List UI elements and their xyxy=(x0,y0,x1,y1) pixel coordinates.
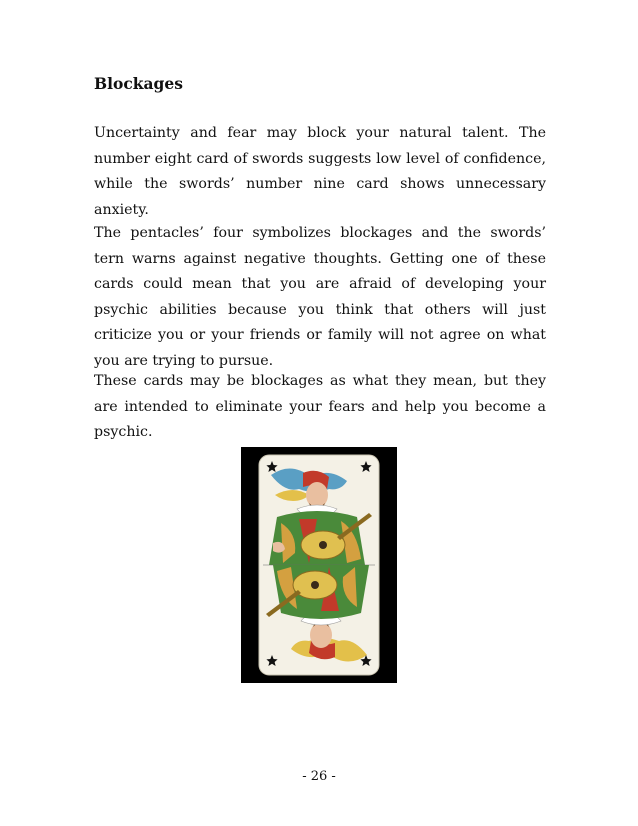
section-heading: Blockages xyxy=(94,74,183,93)
page-number: - 26 - xyxy=(302,769,336,784)
playing-card-illustration xyxy=(241,447,397,683)
paragraph-2: The pentacles’ four symbolizes blockages and the swords’ tern warns against negative thoughts. Getting one of these cards could mean that you are afraid of developing your psychic abilities because you think that others will just criticize you or your friends or family will not agree on what you are trying to pursue. xyxy=(94,225,546,369)
paragraph-3: These cards may be blockages as what they mean, but they are intended to eliminate your fears and help you become a psychic. xyxy=(94,373,546,440)
paragraph-1: Uncertainty and fear may block your natural talent. The number eight card of swords suggests low level of confidence, while the swords’ number nine card shows unnecessary anxiety. xyxy=(94,125,546,218)
playing-card-image xyxy=(241,447,397,683)
